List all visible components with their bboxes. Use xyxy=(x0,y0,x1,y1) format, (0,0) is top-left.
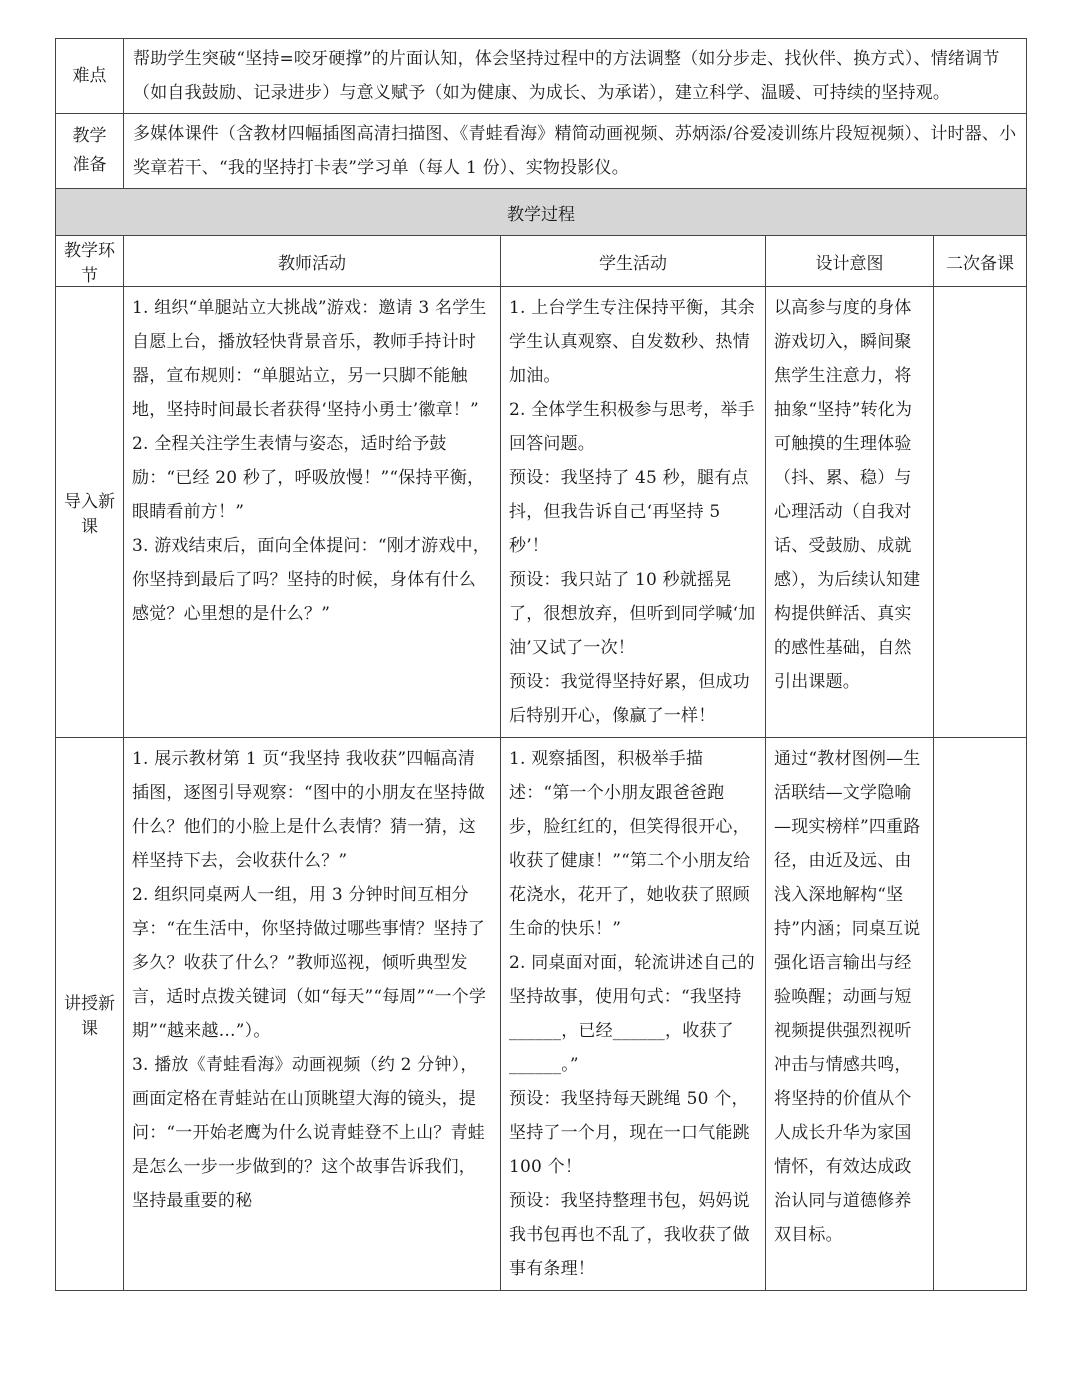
stage-cell: 讲授新课 xyxy=(56,738,124,1291)
teacher-activity-cell xyxy=(124,738,501,1291)
lesson-plan-table xyxy=(55,38,1027,1291)
process-title: 教学过程 xyxy=(56,189,1027,236)
student-activity-item: 预设：我坚持整理书包，妈妈说我书包再也不乱了，我收获了做事有条理！ xyxy=(509,1191,750,1279)
preparation-label xyxy=(56,114,124,189)
design-intent-cell: 以高参与度的身体游戏切入，瞬间聚焦学生注意力，将抽象“坚持”转化为可触摸的生理体验（抖、累、稳）与心理活动（自我对话、受鼓励、成就感），为后续认知建构提供鲜活、真实的感性基础，自然引出课题。 xyxy=(766,287,934,738)
column-header-row xyxy=(56,236,1027,287)
difficulty-row xyxy=(56,39,1027,114)
teacher-activity-item: 2. 组织同桌两人一组，用 3 分钟时间互相分享：“在生活中，你坚持做过哪些事情？坚持了多久？收获了什么？”教师巡视，倾听典型发言，适时点拨关键词（如“每天”“每周”“一个学期”“越来越…”）。 xyxy=(132,885,487,1041)
difficulty-text: 帮助学生突破“坚持=咬牙硬撑”的片面认知，体会坚持过程中的方法调整（如分步走、找伙伴、换方式）、情绪调节（如自我鼓励、记录进步）与意义赋予（如为健康、为成长、为承诺），建立科学、温暖、可持续的坚持观。 xyxy=(124,39,1027,114)
student-activity-cell xyxy=(501,287,766,738)
preparation-label-line1: 教学 xyxy=(72,126,107,146)
stage-cell: 导入新课 xyxy=(56,287,124,738)
teacher-activity-item: 2. 全程关注学生表情与姿态，适时给予鼓励：“已经 20 秒了，呼吸放慢！”“保持平衡，眼睛看前方！” xyxy=(132,434,485,522)
student-activity-item: 2. 同桌面对面，轮流讲述自己的坚持故事，使用句式：“我坚持______，已经______，收获了______。” xyxy=(509,953,755,1075)
column-header-intent: 设计意图 xyxy=(766,236,934,287)
student-activity-item: 预设：我坚持了 45 秒，腿有点抖，但我告诉自己‘再坚持 5 秒’！ xyxy=(509,468,749,556)
teacher-activity-item: 1. 组织“单腿站立大挑战”游戏：邀请 3 名学生自愿上台，播放轻快背景音乐，教师手持计时器，宣布规则：“单腿站立，另一只脚不能触地，坚持时间最长者获得‘坚持小勇士’徽章！” xyxy=(132,298,487,420)
column-header-stage: 教学环节 xyxy=(56,236,124,287)
student-activity-item: 预设：我只站了 10 秒就摇晃了，很想放弃，但听到同学喊‘加油’又试了一次！ xyxy=(509,570,756,658)
preparation-label-line2: 准备 xyxy=(72,155,107,175)
preparation-row xyxy=(56,114,1027,189)
design-intent-cell: 通过“教材图例—生活联结—文学隐喻—现实榜样”四重路径，由近及远、由浅入深地解构“坚持”内涵；同桌互说强化语言输出与经验唤醒；动画与短视频提供强烈视听冲击与情感共鸣，将坚持的价值从个人成长升华为家国情怀，有效达成政治认同与道德修养双目标。 xyxy=(766,738,934,1291)
student-activity-item: 2. 全体学生积极参与思考，举手回答问题。 xyxy=(509,400,755,454)
table-row xyxy=(56,738,1027,1291)
student-activity-item: 1. 上台学生专注保持平衡，其余学生认真观察、自发数秒、热情加油。 xyxy=(509,298,755,386)
column-header-student: 学生活动 xyxy=(501,236,766,287)
lesson-plan-page xyxy=(55,38,1026,1291)
column-header-remark: 二次备课 xyxy=(934,236,1027,287)
student-activity-item: 1. 观察插图，积极举手描述：“第一个小朋友跟爸爸跑步，脸红红的，但笑得很开心，收获了健康！”“第二个小朋友给花浇水，花开了，她收获了照顾生命的快乐！” xyxy=(509,749,751,939)
student-activity-item: 预设：我坚持每天跳绳 50 个，坚持了一个月，现在一口气能跳 100 个！ xyxy=(509,1089,750,1177)
remark-cell xyxy=(934,738,1027,1291)
teacher-activity-item: 3. 游戏结束后，面向全体提问：“刚才游戏中，你坚持到最后了吗？坚持的时候，身体有什么感觉？心里想的是什么？” xyxy=(132,536,490,624)
teacher-activity-cell xyxy=(124,287,501,738)
difficulty-label: 难点 xyxy=(56,39,124,114)
column-header-teacher: 教师活动 xyxy=(124,236,501,287)
teacher-activity-item: 1. 展示教材第 1 页“我坚持 我收获”四幅高清插图，逐图引导观察：“图中的小朋友在坚持做什么？他们的小脸上是什么表情？猜一猜，这样坚持下去，会收获什么？” xyxy=(132,749,485,871)
remark-cell xyxy=(934,287,1027,738)
student-activity-cell xyxy=(501,738,766,1291)
table-row xyxy=(56,287,1027,738)
student-activity-item: 预设：我觉得坚持好累，但成功后特别开心，像赢了一样！ xyxy=(509,672,750,726)
teacher-activity-item: 3. 播放《青蛙看海》动画视频（约 2 分钟），画面定格在青蛙站在山顶眺望大海的镜头，提问：“一开始老鹰为什么说青蛙登不上山？青蛙是怎么一步一步做到的？这个故事告诉我们，坚持最重要的秘 xyxy=(132,1055,485,1211)
preparation-text: 多媒体课件（含教材四幅插图高清扫描图、《青蛙看海》精简动画视频、苏炳添/谷爱凌训练片段短视频）、计时器、小奖章若干、“我的坚持打卡表”学习单（每人 1 份）、实物投影仪。 xyxy=(124,114,1027,189)
process-title-row xyxy=(56,189,1027,236)
